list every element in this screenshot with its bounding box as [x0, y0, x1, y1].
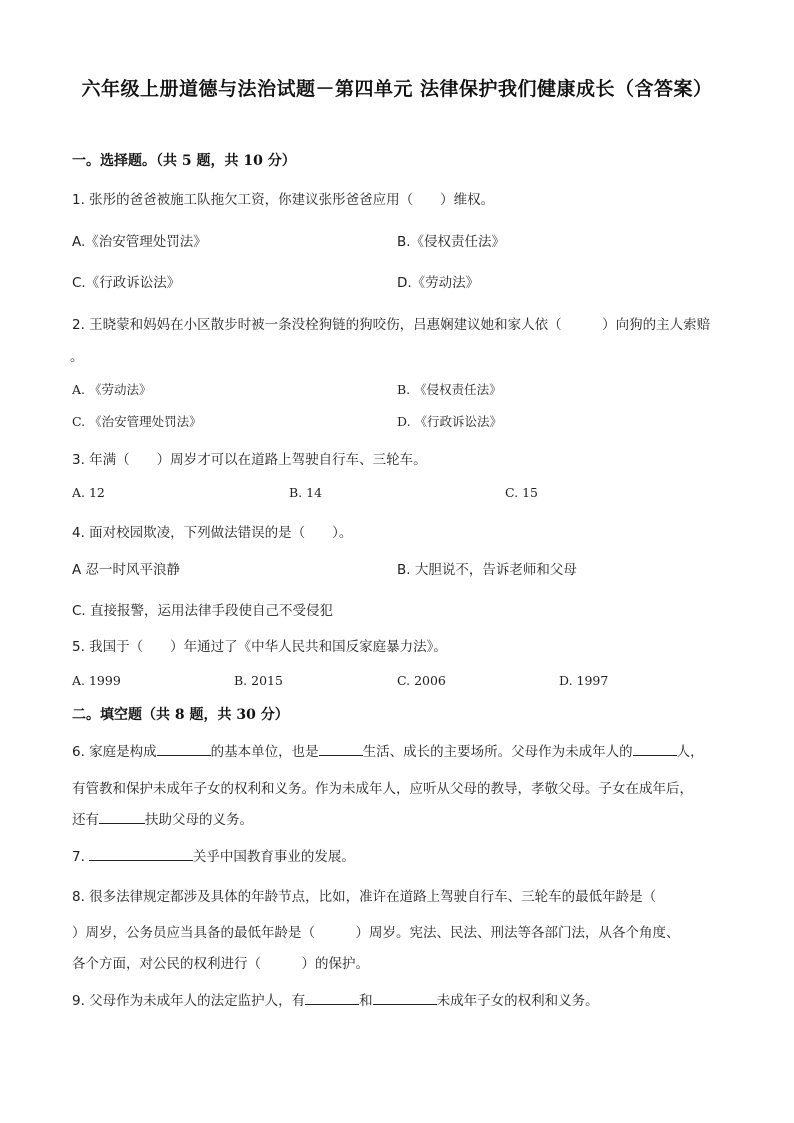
- question-2-option-c: C. 《治安管理处罚法》: [72, 414, 202, 429]
- answer-blank[interactable]: [319, 742, 363, 756]
- question-7-text: 关乎中国教育事业的发展。: [192, 849, 355, 865]
- answer-blank[interactable]: [633, 742, 677, 756]
- answer-blank[interactable]: [89, 847, 193, 861]
- question-6-text: 的基本单位，也是: [210, 744, 319, 760]
- question-6-text: 6. 家庭是构成: [72, 744, 157, 760]
- question-5-option-b: B. 2015: [234, 673, 283, 688]
- question-8-line-1: 8. 很多法律规定都涉及具体的年龄节点，比如，准许在道路上驾驶自行车、三轮车的最低年龄是（: [72, 889, 657, 905]
- section-heading-choice: 一。选择题。（共 5 题，共 10 分）: [72, 153, 296, 169]
- answer-blank[interactable]: [373, 991, 437, 1005]
- question-9-text: 9. 父母作为未成年人的法定监护人，有: [72, 993, 306, 1009]
- question-9-text: 和: [359, 993, 373, 1009]
- question-2-option-b: B. 《侵权责任法》: [397, 382, 502, 397]
- question-6-text: 扶助父母的义务。: [145, 812, 253, 828]
- question-6-line-3: [72, 808, 253, 828]
- question-5-option-c: C. 2006: [397, 673, 446, 688]
- answer-blank[interactable]: [157, 742, 211, 756]
- page-title: 六年级上册道德与法治试题－第四单元 法律保护我们健康成长（含答案）: [81, 78, 713, 100]
- question-2-stem-line-1: 2. 王晓蒙和妈妈在小区散步时被一条没栓狗链的狗咬伤，吕惠娴建议她和家人依（ ）向狗的主人索赔: [72, 317, 711, 333]
- answer-blank[interactable]: [305, 991, 359, 1005]
- question-4-option-c: C. 直接报警，运用法律手段使自己不受侵犯: [72, 603, 334, 619]
- question-1-option-c: C.《行政诉讼法》: [72, 275, 181, 291]
- question-1-option-d: D.《劳动法》: [397, 275, 480, 291]
- question-9-text: 未成年子女的权利和义务。: [436, 993, 599, 1009]
- question-1-stem: 1. 张彤的爸爸被施工队拖欠工资，你建议张彤爸爸应用（ ）维权。: [72, 192, 495, 208]
- question-2-option-a: A. 《劳动法》: [72, 382, 152, 397]
- question-6-text: 人，: [676, 744, 704, 760]
- question-8-line-2: ）周岁，公务员应当具备的最低年龄是（ ）周岁。宪法、民法、刑法等各部门法，从各个角度、: [72, 925, 680, 941]
- question-3-stem: 3. 年满（ ）周岁才可以在道路上驾驶自行车、三轮车。: [72, 452, 427, 468]
- question-7: [72, 845, 355, 865]
- question-4-option-b: B. 大胆说不，告诉老师和父母: [397, 562, 577, 578]
- question-5-stem: 5. 我国于（ ）年通过了《中华人民共和国反家庭暴力法》。: [72, 639, 447, 655]
- question-1-option-b: B.《侵权责任法》: [397, 234, 506, 250]
- question-6-line-1: [72, 740, 704, 760]
- question-1-option-a: A.《治安管理处罚法》: [72, 234, 207, 250]
- question-9: [72, 989, 599, 1009]
- question-7-text: 7.: [72, 849, 85, 865]
- question-6-text: 还有: [72, 812, 99, 828]
- answer-blank[interactable]: [99, 810, 145, 824]
- question-2-stem-line-2: 。: [70, 349, 84, 365]
- question-6-line-2: 有管教和保护未成年子女的权利和义务。作为未成年人，应听从父母的教导，孝敬父母。子女在成年后，: [72, 781, 693, 797]
- question-3-option-c: C. 15: [505, 485, 538, 500]
- question-4-stem: 4. 面对校园欺凌，下列做法错误的是（ ）。: [72, 525, 353, 541]
- question-5-option-a: A. 1999: [72, 673, 121, 688]
- question-5-option-d: D. 1997: [559, 673, 609, 688]
- question-8-line-3: 各个方面，对公民的权利进行（ ）的保护。: [72, 956, 369, 972]
- question-2-option-d: D. 《行政诉讼法》: [397, 414, 503, 429]
- section-heading-fill-in: 二。填空题（共 8 题，共 30 分）: [72, 707, 289, 723]
- question-4-option-a: A 忍一时风平浪静: [72, 562, 181, 578]
- question-3-option-b: B. 14: [289, 485, 323, 500]
- question-3-option-a: A. 12: [72, 485, 105, 500]
- question-6-text: 生活、成长的主要场所。父母作为未成年人的: [362, 744, 633, 760]
